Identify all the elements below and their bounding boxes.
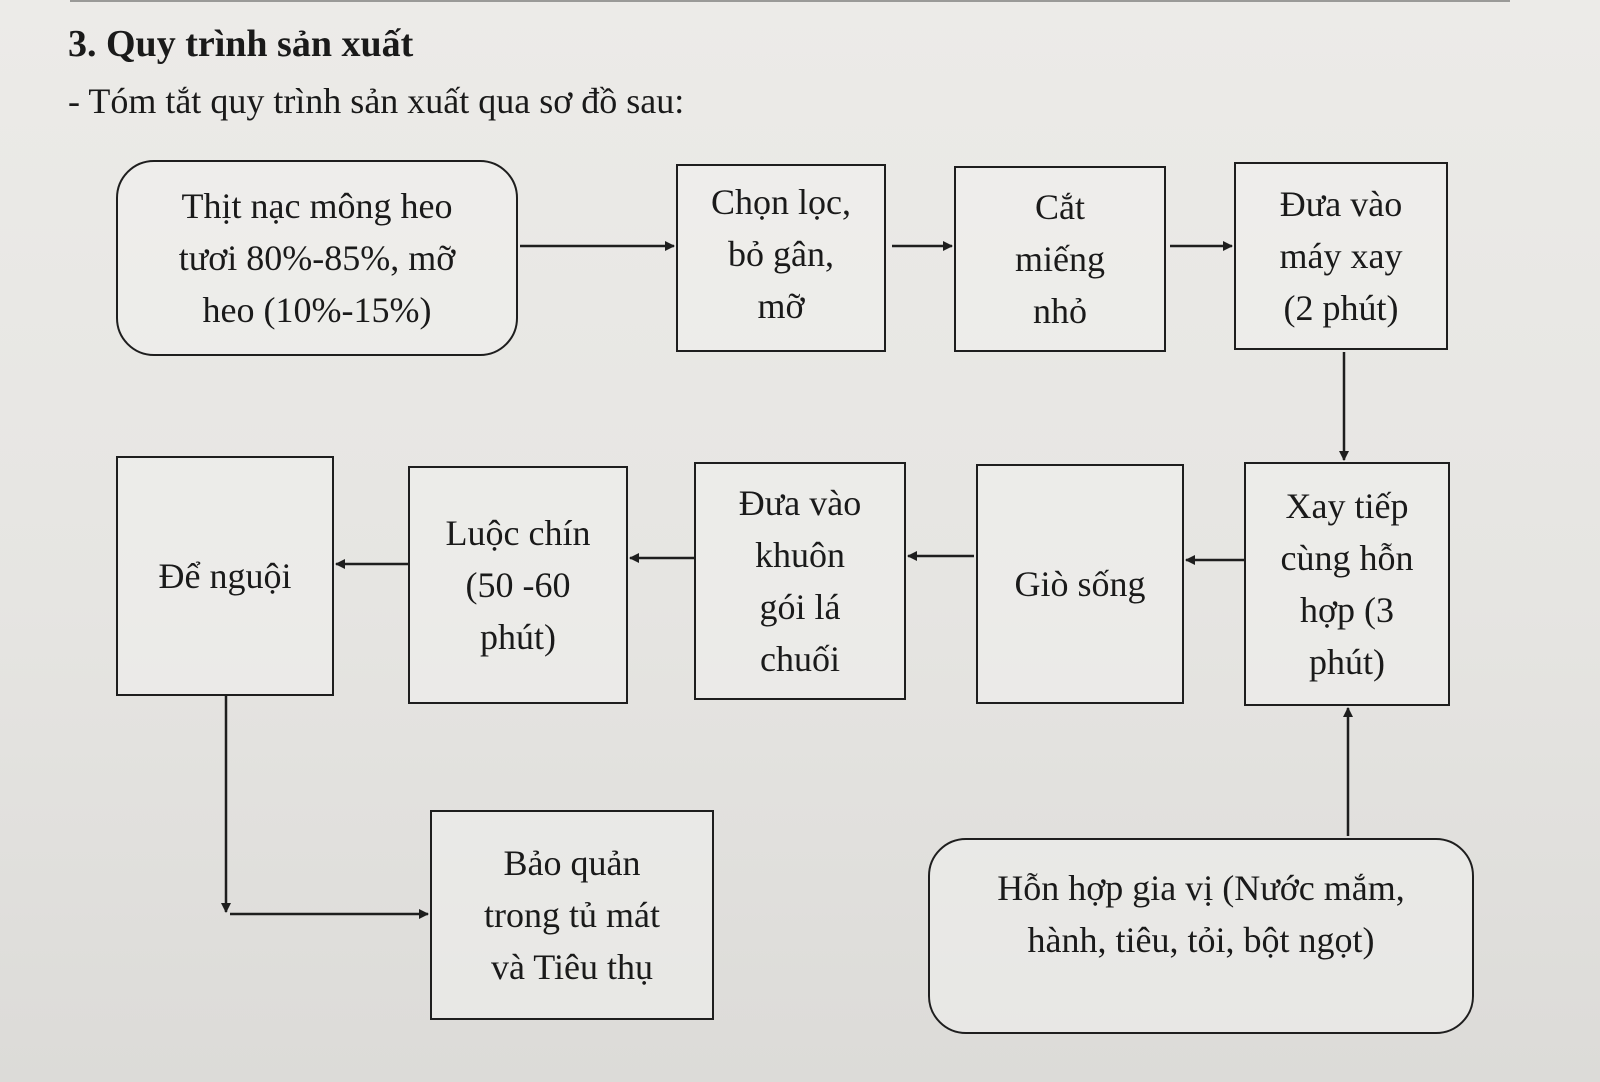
node-line: cùng hỗn	[1280, 538, 1414, 578]
node-line: bỏ gân,	[728, 234, 834, 274]
node-line: (50 -60	[465, 565, 571, 605]
section-subheading: - Tóm tắt quy trình sản xuất qua sơ đồ sau:	[68, 81, 685, 121]
node-line: chuối	[760, 639, 840, 679]
node-line: hành, tiêu, tỏi, bột ngọt)	[1027, 920, 1375, 960]
node-line: Thịt nạc mông heo	[181, 186, 453, 226]
node-line: Để nguội	[158, 556, 292, 596]
node-line: gói lá	[759, 587, 841, 627]
node-line: mỡ	[757, 286, 805, 326]
node-line: heo (10%-15%)	[202, 290, 432, 330]
node-line: trong tủ mát	[484, 895, 660, 935]
node-line: Xay tiếp	[1285, 486, 1409, 526]
node-line: tươi 80%-85%, mỡ	[178, 238, 456, 278]
node-line: khuôn	[755, 535, 845, 575]
node-line: Chọn lọc,	[711, 182, 851, 222]
node-line: phút)	[480, 617, 556, 657]
node-line: và Tiêu thụ	[490, 947, 654, 987]
node-line: hợp (3	[1299, 590, 1395, 630]
node-line: Đưa vào	[1279, 184, 1403, 224]
node-line: Bảo quản	[503, 843, 641, 883]
node-line: Đưa vào	[738, 483, 862, 523]
node-line: Cắt	[1035, 187, 1085, 227]
node-line: Hỗn hợp gia vị (Nước mắm,	[997, 868, 1405, 908]
section-heading: 3. Quy trình sản xuất	[68, 23, 414, 65]
node-line: nhỏ	[1033, 291, 1087, 331]
node-line: Luộc chín	[445, 513, 591, 553]
node-line: (2 phút)	[1283, 288, 1399, 328]
node-line: máy xay	[1279, 236, 1403, 276]
node-line: Giò sống	[1014, 564, 1146, 604]
node-line: phút)	[1309, 642, 1385, 682]
node-line: miếng	[1015, 239, 1105, 279]
